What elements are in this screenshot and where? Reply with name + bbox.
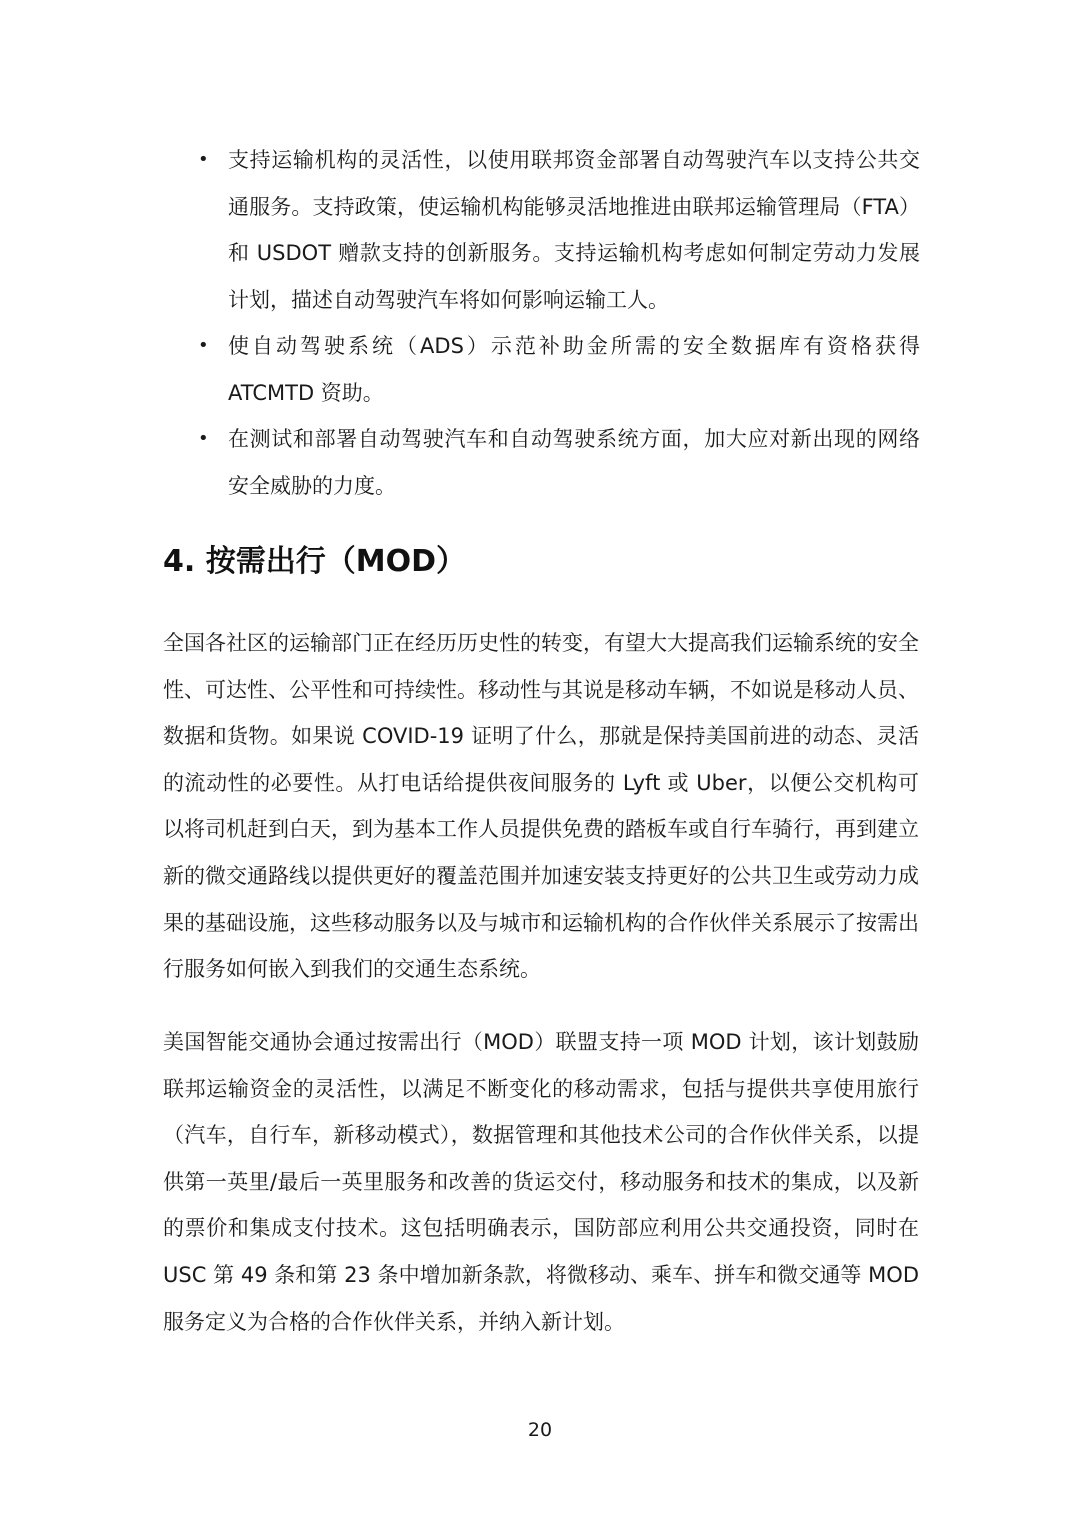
- bullet-icon: •: [198, 149, 209, 170]
- section-heading: 4. 按需出行（MOD）: [163, 544, 466, 579]
- page-number: 20: [527, 1419, 553, 1441]
- bullet-item: [198, 137, 920, 323]
- bullet-item: [198, 416, 920, 509]
- bullet-icon: •: [198, 335, 209, 356]
- bullet-text: 在测试和部署自动驾驶汽车和自动驾驶系统方面，加大应对新出现的网络安全威胁的力度。: [228, 427, 920, 498]
- body-paragraph: 全国各社区的运输部门正在经历历史性的转变，有望大大提高我们运输系统的安全性、可达性、公平性和可持续性。移动性与其说是移动车辆，不如说是移动人员、数据和货物。如果说 COVID-19 证明了什么，那就是保持美国前进的动态、灵活的流动性的必要性。从打电话给提供夜间服务的 Lyft 或 Uber，以便公交机构可以将司机赶到白天，到为基本工作人员提供免费的踏板车或自行车骑行，再到建立新的微交通路线以提供更好的覆盖范围并加速安装支持更好的公共卫生或劳动力成果的基础设施，这些移动服务以及与城市和运输机构的合作伙伴关系展示了按需出行服务如何嵌入到我们的交通生态系统。: [163, 631, 919, 982]
- bullet-list: [198, 137, 920, 509]
- bullet-icon: •: [198, 428, 209, 449]
- body-paragraph: 美国智能交通协会通过按需出行（MOD）联盟支持一项 MOD 计划，该计划鼓励联邦运输资金的灵活性，以满足不断变化的移动需求，包括与提供共享使用旅行（汽车，自行车，新移动模式），数据管理和其他技术公司的合作伙伴关系，以提供第一英里/最后一英里服务和改善的货运交付，移动服务和技术的集成，以及新的票价和集成支付技术。这包括明确表示，国防部应利用公共交通投资，同时在 USC 第 49 条和第 23 条中增加新条款，将微移动、乘车、拼车和微交通等 MOD 服务定义为合格的合作伙伴关系，并纳入新计划。: [163, 1030, 919, 1334]
- bullet-text: 支持运输机构的灵活性，以使用联邦资金部署自动驾驶汽车以支持公共交通服务。支持政策，使运输机构能够灵活地推进由联邦运输管理局（FTA）和 USDOT 赠款支持的创新服务。支持运输机构考虑如何制定劳动力发展计划，描述自动驾驶汽车将如何影响运输工人。: [228, 148, 920, 312]
- bullet-text: 使自动驾驶系统（ADS）示范补助金所需的安全数据库有资格获得 ATCMTD 资助。: [228, 334, 920, 405]
- bullet-item: [198, 323, 920, 416]
